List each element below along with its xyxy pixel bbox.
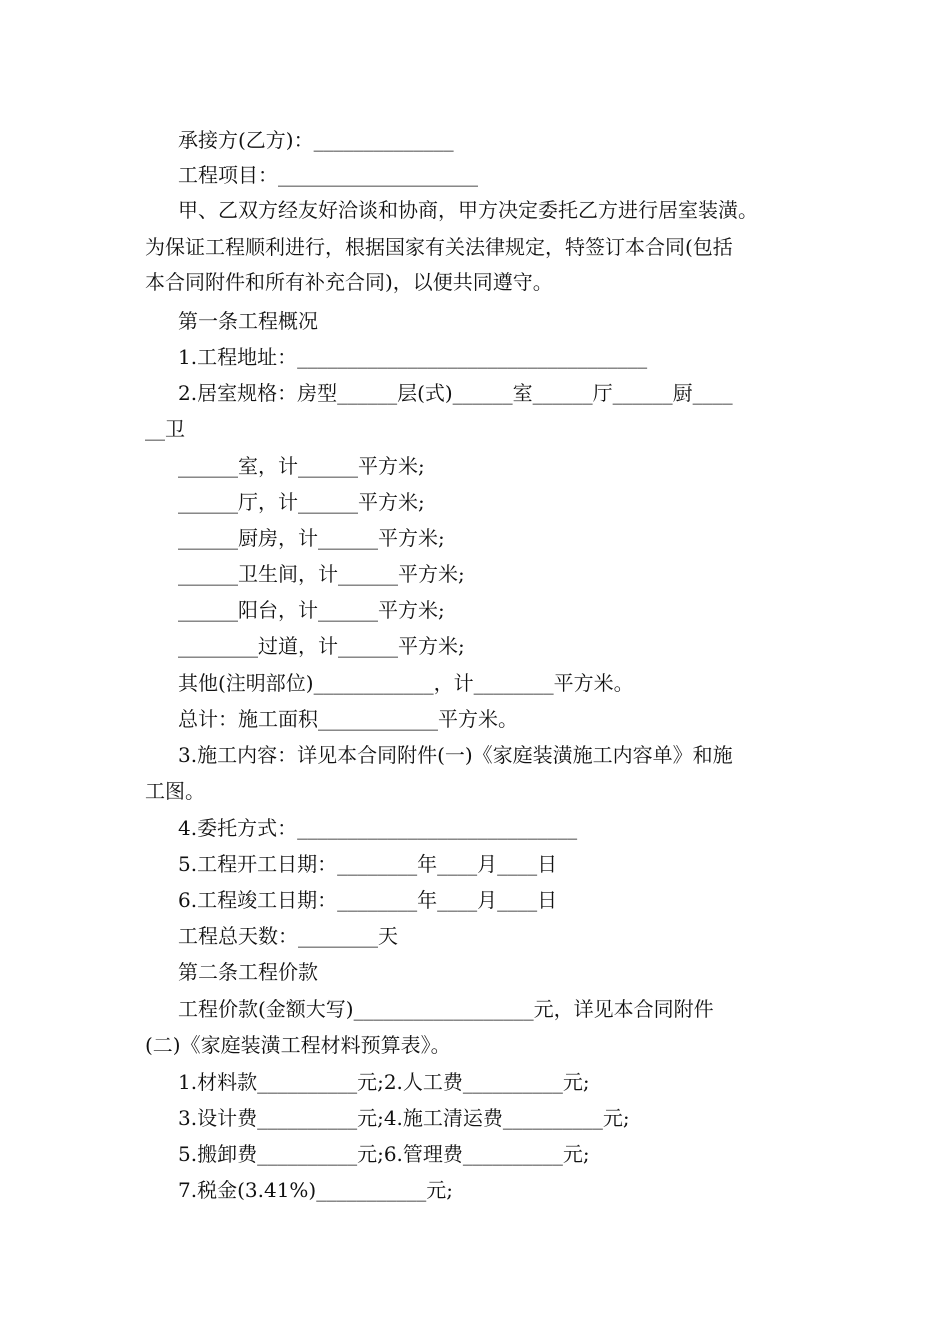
project-price-line-cont: (二)《家庭装潢工程材料预算表》。 [145, 1033, 451, 1057]
area-bathroom-line: ______卫生间，计______平方米; [178, 562, 465, 586]
intro-paragraph-line-3: 本合同附件和所有补充合同)，以便共同遵守。 [145, 270, 553, 294]
room-spec-line-cont: __卫 [145, 417, 185, 441]
area-kitchen-line: ______厨房，计______平方米; [178, 526, 445, 550]
contractor-party-line: 承接方(乙方)：______________ [178, 128, 454, 152]
start-date-line: 5.工程开工日期：________年____月____日 [178, 852, 558, 876]
project-item-line: 工程项目：____________________ [178, 163, 478, 187]
area-hall-line: ______厅，计______平方米; [178, 490, 425, 514]
moving-management-fee-line: 5.搬卸费__________元;6.管理费__________元; [178, 1142, 590, 1166]
total-days-line: 工程总天数：________天 [178, 924, 398, 948]
design-cleanup-fee-line: 3.设计费__________元;4.施工清运费__________元; [178, 1106, 630, 1130]
area-corridor-line: ________过道，计______平方米; [178, 634, 465, 658]
project-price-line: 工程价款(金额大写)__________________元，详见本合同附件 [178, 997, 714, 1021]
tax-line: 7.税金(3.41%)___________元; [178, 1178, 453, 1202]
construction-content-line: 3.施工内容：详见本合同附件(一)《家庭装潢施工内容单》和施 [178, 743, 733, 767]
completion-date-line: 6.工程竣工日期：________年____月____日 [178, 888, 558, 912]
area-balcony-line: ______阳台，计______平方米; [178, 598, 445, 622]
material-labor-fee-line: 1.材料款__________元;2.人工费__________元; [178, 1070, 590, 1094]
intro-paragraph-line-2: 为保证工程顺利进行，根据国家有关法律规定，特签订本合同(包括 [145, 235, 733, 259]
commission-method-line: 4.委托方式：____________________________ [178, 816, 578, 840]
article-1-heading: 第一条工程概况 [178, 309, 318, 333]
intro-paragraph-line-1: 甲、乙双方经友好洽谈和协商，甲方决定委托乙方进行居室装潢。 [178, 198, 758, 222]
area-other-line: 其他(注明部位)____________，计________平方米。 [178, 671, 634, 695]
area-total-line: 总计：施工面积____________平方米。 [178, 707, 518, 731]
article-2-heading: 第二条工程价款 [178, 960, 318, 984]
project-address-line: 1.工程地址：___________________________________ [178, 345, 648, 369]
room-spec-line: 2.居室规格：房型______层(式)______室______厅______厨____ [178, 381, 733, 405]
area-room-line: ______室，计______平方米; [178, 454, 425, 478]
construction-content-line-cont: 工图。 [145, 779, 205, 803]
